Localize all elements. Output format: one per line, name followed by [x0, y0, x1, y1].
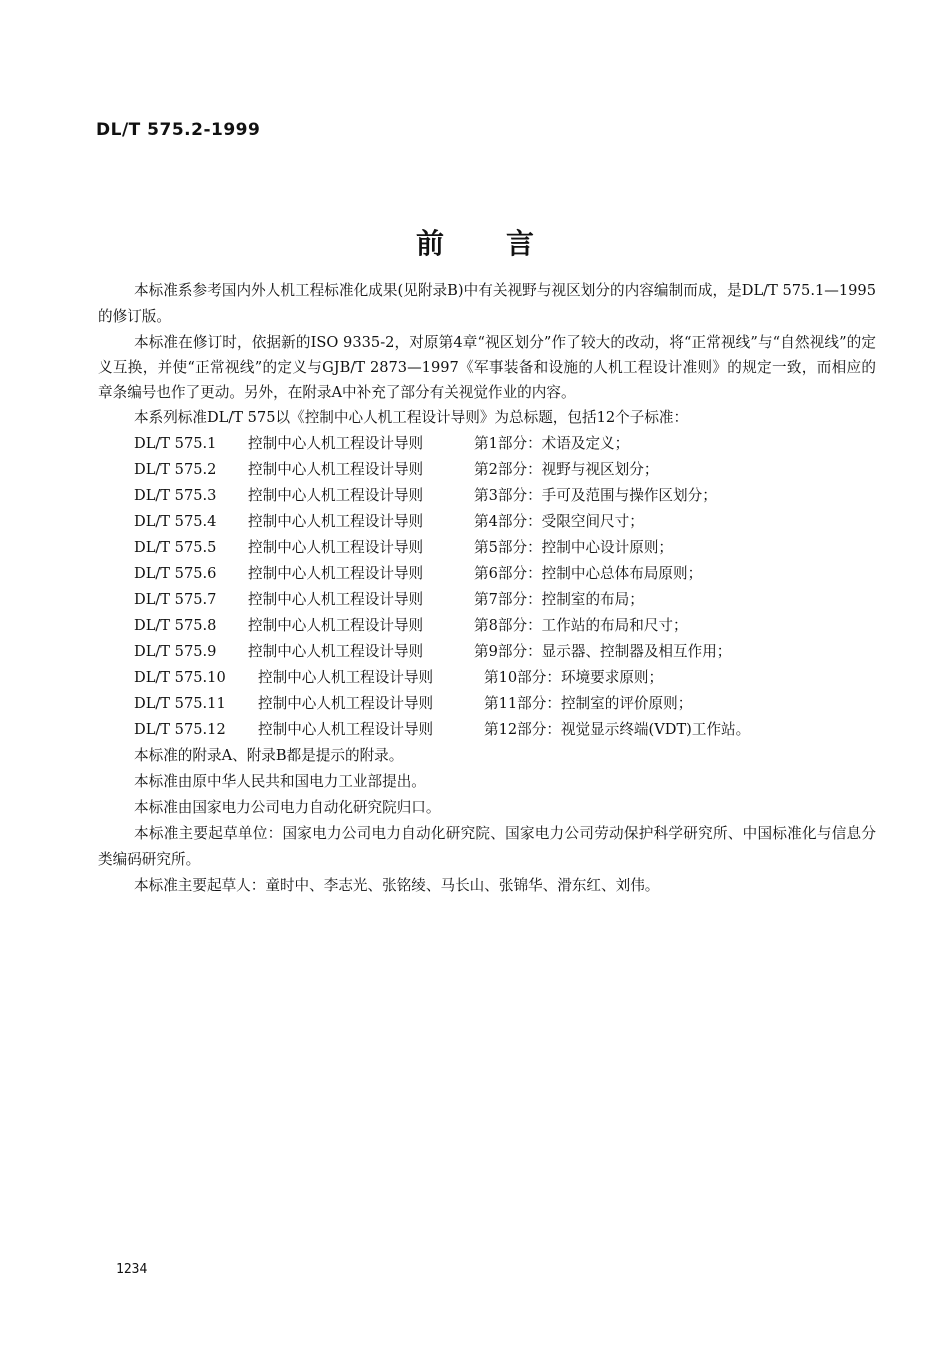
title-char-2: 言	[506, 227, 535, 260]
document-code: DL/T 575.2-1999	[96, 120, 261, 140]
list-item	[98, 665, 876, 691]
title-char-1: 前	[415, 227, 444, 260]
list-item	[98, 509, 876, 535]
standard-part: 第2部分：视野与视区划分；	[474, 461, 659, 478]
paragraph-drafters: 本标准主要起草人：童时中、李志光、张铭绫、马长山、张锦华、滑东红、刘伟。	[134, 877, 660, 894]
standard-name: 控制中心人机工程设计导则	[248, 591, 424, 608]
standard-name: 控制中心人机工程设计导则	[248, 487, 424, 504]
standard-part: 第1部分：术语及定义；	[474, 435, 630, 452]
standard-name: 控制中心人机工程设计导则	[258, 695, 434, 712]
standard-part: 第5部分：控制中心设计原则；	[474, 539, 674, 556]
paragraph-basis: 本标准系参考国内外人机工程标准化成果(见附录B)中有关视野与视区划分的内容编制而成，是DL/T 575.1—1995的修订版。	[98, 282, 876, 325]
list-item	[98, 431, 876, 457]
standard-name: 控制中心人机工程设计导则	[248, 539, 424, 556]
standard-name: 控制中心人机工程设计导则	[248, 565, 424, 582]
standards-list	[98, 431, 876, 743]
list-item	[98, 457, 876, 483]
list-item	[98, 691, 876, 717]
standard-code: DL/T 575.8	[134, 617, 217, 634]
standard-name: 控制中心人机工程设计导则	[248, 617, 424, 634]
paragraph-drafting-units: 本标准主要起草单位：国家电力公司电力自动化研究院、国家电力公司劳动保护科学研究所、中国标准化与信息分类编码研究所。	[98, 825, 876, 868]
standard-part: 第12部分：视觉显示终端(VDT)工作站。	[484, 721, 751, 738]
standard-name: 控制中心人机工程设计导则	[248, 513, 424, 530]
page-number: 1234	[116, 1262, 148, 1277]
standard-code: DL/T 575.5	[134, 539, 217, 556]
paragraph-proposer: 本标准由原中华人民共和国电力工业部提出。	[134, 773, 426, 790]
standard-part: 第7部分：控制室的布局；	[474, 591, 644, 608]
list-item	[98, 561, 876, 587]
standard-name: 控制中心人机工程设计导则	[248, 643, 424, 660]
standard-name: 控制中心人机工程设计导则	[258, 721, 434, 738]
standard-code: DL/T 575.2	[134, 461, 217, 478]
foreword-body	[98, 278, 876, 899]
standard-part: 第6部分：控制中心总体布局原则；	[474, 565, 703, 582]
standard-part: 第4部分：受限空间尺寸；	[474, 513, 644, 530]
standard-code: DL/T 575.12	[134, 721, 226, 738]
standard-part: 第3部分：手可及范围与操作区划分；	[474, 487, 717, 504]
list-item	[98, 587, 876, 613]
paragraph-series: 本系列标准DL/T 575以《控制中心人机工程设计导则》为总标题，包括12个子标准：	[134, 409, 689, 426]
standard-code: DL/T 575.7	[134, 591, 217, 608]
standard-code: DL/T 575.3	[134, 487, 217, 504]
list-item	[98, 639, 876, 665]
standard-code: DL/T 575.10	[134, 669, 226, 686]
standard-part: 第11部分：控制室的评价原则；	[484, 695, 693, 712]
page-title	[0, 222, 950, 262]
standard-code: DL/T 575.9	[134, 643, 217, 660]
standard-code: DL/T 575.4	[134, 513, 217, 530]
paragraph-revision: 本标准在修订时，依据新的ISO 9335-2，对原第4章“视区划分”作了较大的改动，将“正常视线”与“自然视线”的定义互换，并使“正常视线”的定义与GJB/T 2873—1997《军事装备和设施的人机工程设计准则》的规定一致，而相应的章条编号也作了更动。另外，在附录A中补充了部分有关视觉作业的内容。	[98, 334, 876, 401]
standard-code: DL/T 575.11	[134, 695, 226, 712]
standard-name: 控制中心人机工程设计导则	[248, 435, 424, 452]
standard-part: 第8部分：工作站的布局和尺寸；	[474, 617, 688, 634]
standard-name: 控制中心人机工程设计导则	[248, 461, 424, 478]
standard-code: DL/T 575.6	[134, 565, 217, 582]
standard-code: DL/T 575.1	[134, 435, 217, 452]
standard-part: 第10部分：环境要求原则；	[484, 669, 664, 686]
standard-name: 控制中心人机工程设计导则	[258, 669, 434, 686]
list-item	[98, 535, 876, 561]
list-item	[98, 717, 876, 743]
list-item	[98, 483, 876, 509]
standard-part: 第9部分：显示器、控制器及相互作用；	[474, 643, 732, 660]
list-item	[98, 613, 876, 639]
paragraph-appendix: 本标准的附录A、附录B都是提示的附录。	[134, 747, 404, 764]
paragraph-centralized: 本标准由国家电力公司电力自动化研究院归口。	[134, 799, 441, 816]
